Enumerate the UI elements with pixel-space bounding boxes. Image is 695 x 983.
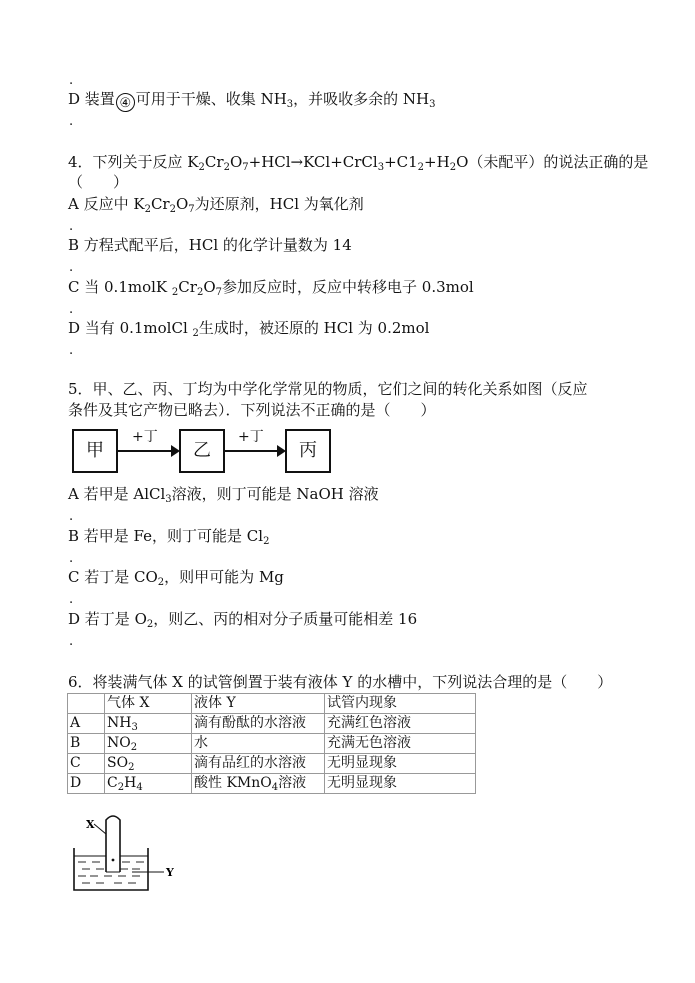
separator-dot: . — [69, 509, 74, 524]
gas-cell: $C_2H_4$ — [105, 774, 192, 794]
table-header-row — [68, 694, 476, 714]
q4-stem-blank: （ ） — [68, 173, 129, 191]
separator-dot: . — [69, 592, 74, 607]
arrow-2 — [225, 450, 284, 452]
q5-option-d: D 若丁是 $O_2$，则乙、丙的相对分子质量可能相差 16 — [68, 610, 418, 630]
q3-option-d: D 装置 ④ 可用于干燥、收集 $NH_3$，并吸收多余的 $NH_3$ — [68, 90, 436, 111]
conversion-diagram — [72, 429, 342, 477]
table-header-cell: 液体 Y — [192, 694, 325, 714]
table-row — [68, 754, 476, 774]
row-label: B — [68, 734, 105, 754]
q5-option-a: A 若甲是 AlCl$_3$溶液，则丁可能是 NaOH 溶液 — [68, 485, 379, 505]
table-header-cell: 气体 X — [105, 694, 192, 714]
liquid-cell: 酸性 KMnO$_4$溶液 — [192, 774, 325, 794]
q4-option-d: D 当有 0.1molCl $_2$生成时，被还原的 HCl 为 0.2mol — [68, 319, 430, 339]
q5-stem-line1: 5．甲、乙、丙、丁均为中学化学常见的物质，它们之间的转化关系如图（反应 — [68, 380, 588, 398]
result-cell: 充满红色溶液 — [325, 714, 476, 734]
gas-cell: $NO_2$ — [105, 734, 192, 754]
table-header-cell — [68, 694, 105, 714]
separator-dot: . — [69, 634, 74, 649]
label-y: Y — [166, 866, 174, 879]
row-label: C — [68, 754, 105, 774]
result-cell: 充满无色溶液 — [325, 734, 476, 754]
test-tube — [106, 816, 120, 872]
circled-number-4: ④ — [116, 93, 135, 112]
separator-dot: . — [69, 73, 74, 88]
box-jia: 甲 — [72, 429, 118, 473]
arrow-label-2: +丁 — [238, 429, 264, 445]
liquid-cell: 滴有酚酞的水溶液 — [192, 714, 325, 734]
table-row — [68, 734, 476, 754]
separator-dot: . — [69, 551, 74, 566]
gas-cell: $NH_3$ — [105, 714, 192, 734]
q5-option-c: C 若丁是 $CO_2$，则甲可能为 Mg — [68, 568, 284, 588]
q5-option-b: B 若甲是 Fe，则丁可能是 $Cl_2$ — [68, 527, 270, 547]
q4-option-a: A 反应中 $K_2Cr_2O_7$为还原剂，HCl 为氧化剂 — [68, 195, 364, 215]
label-line-x — [94, 824, 106, 834]
q5-stem-line2: 条件及其它产物已略去）．下列说法不正确的是（ ） — [68, 401, 436, 419]
table-row — [68, 714, 476, 734]
separator-dot: . — [69, 260, 74, 275]
table-header-cell: 试管内现象 — [325, 694, 476, 714]
apparatus-figure — [70, 812, 190, 896]
separator-dot: . — [69, 114, 74, 129]
row-label: D — [68, 774, 105, 794]
separator-dot: . — [69, 219, 74, 234]
box-yi: 乙 — [179, 429, 225, 473]
liquid-cell: 滴有品红的水溶液 — [192, 754, 325, 774]
result-cell: 无明显现象 — [325, 754, 476, 774]
separator-dot: . — [69, 343, 74, 358]
gas-cell: $SO_2$ — [105, 754, 192, 774]
q4-option-b: B 方程式配平后，HCl 的化学计量数为 14 — [68, 236, 352, 254]
box-bing: 丙 — [285, 429, 331, 473]
inverted-test-tube-diagram — [70, 812, 190, 896]
label-x: X — [86, 818, 95, 831]
q6-options-table — [67, 693, 476, 794]
arrow-label-1: +丁 — [132, 429, 158, 445]
q4-option-c: C 当 0.1molK $_2Cr_2O_7$参加反应时，反应中转移电子 0.3mol — [68, 278, 474, 298]
q6-stem: 6．将装满气体 X 的试管倒置于装有液体 Y 的水槽中，下列说法合理的是（ ） — [68, 673, 613, 691]
tube-bubble — [112, 859, 115, 862]
table-row — [68, 774, 476, 794]
separator-dot: . — [69, 302, 74, 317]
q4-stem: 4．下列关于反应 $K_2Cr_2O_7+HCl\to KCl+CrCl_3+C1_2+H_2O$（未配平）的说法正确的是 — [68, 153, 649, 173]
arrow-1 — [118, 450, 178, 452]
result-cell: 无明显现象 — [325, 774, 476, 794]
row-label: A — [68, 714, 105, 734]
liquid-cell: 水 — [192, 734, 325, 754]
